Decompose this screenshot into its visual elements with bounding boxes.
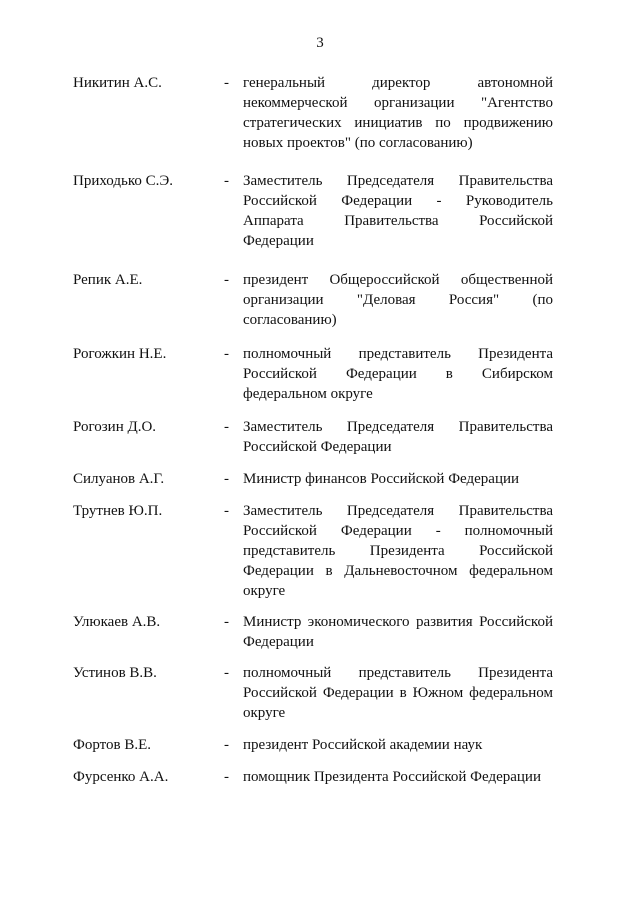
member-role: Министр экономического развития Российской Федерации: [243, 614, 553, 650]
member-name: Приходько С.Э.: [73, 173, 174, 189]
roster-entry: [73, 767, 553, 787]
separator-dash: -: [224, 503, 229, 519]
separator-dash: -: [224, 471, 229, 487]
member-name: Фортов В.Е.: [73, 737, 152, 753]
separator-dash: -: [224, 614, 229, 630]
roster-entry: [73, 270, 553, 330]
separator-dash: -: [224, 665, 229, 681]
member-role: Министр финансов Российской Федерации: [243, 471, 520, 487]
member-role: генеральный директор автономной некоммерческой организации "Агентство стратегических инициатив по продвижению новых проектов" (по согласованию): [243, 75, 553, 151]
member-name: Улюкаев А.В.: [73, 614, 161, 630]
separator-dash: -: [224, 737, 229, 753]
member-role: президент Общероссийской общественной организации "Деловая Россия" (по согласованию): [243, 272, 553, 328]
page-number: 3: [316, 35, 324, 51]
roster-entry: [73, 171, 553, 251]
member-roster: [73, 73, 553, 787]
member-role: полномочный представитель Президента Российской Федерации в Сибирском федеральном округе: [243, 346, 553, 402]
member-name: Репик А.Е.: [73, 272, 143, 288]
separator-dash: -: [224, 272, 229, 288]
member-name: Никитин А.С.: [73, 75, 162, 91]
member-name: Трутнев Ю.П.: [73, 503, 163, 519]
roster-entry: [73, 417, 553, 457]
member-role: Заместитель Председателя Правительства Российской Федерации - полномочный представитель Президента Российской Федерации в Дальневосточном федеральном округе: [243, 503, 553, 599]
member-role: президент Российской академии наук: [243, 737, 483, 753]
separator-dash: -: [224, 173, 229, 189]
roster-entry: [73, 663, 553, 723]
separator-dash: -: [224, 419, 229, 435]
separator-dash: -: [224, 769, 229, 785]
member-role: помощник Президента Российской Федерации: [243, 769, 541, 785]
separator-dash: -: [224, 346, 229, 362]
separator-dash: -: [224, 75, 229, 91]
roster-entry: [73, 735, 553, 755]
member-name: Устинов В.В.: [73, 665, 157, 681]
roster-entry: [73, 469, 553, 489]
roster-entry: [73, 501, 553, 601]
member-role: Заместитель Председателя Правительства Российской Федерации - Руководитель Аппарата Правительства Российской Федерации: [243, 173, 553, 249]
member-name: Фурсенко А.А.: [73, 769, 169, 785]
roster-entry: [73, 612, 553, 652]
member-role: полномочный представитель Президента Российской Федерации в Южном федеральном округе: [243, 665, 553, 721]
member-name: Рогозин Д.О.: [73, 419, 157, 435]
member-role: Заместитель Председателя Правительства Российской Федерации: [243, 419, 553, 455]
member-name: Рогожкин Н.Е.: [73, 346, 167, 362]
roster-entry: [73, 73, 553, 153]
roster-entry: [73, 344, 553, 404]
member-name: Силуанов А.Г.: [73, 471, 165, 487]
